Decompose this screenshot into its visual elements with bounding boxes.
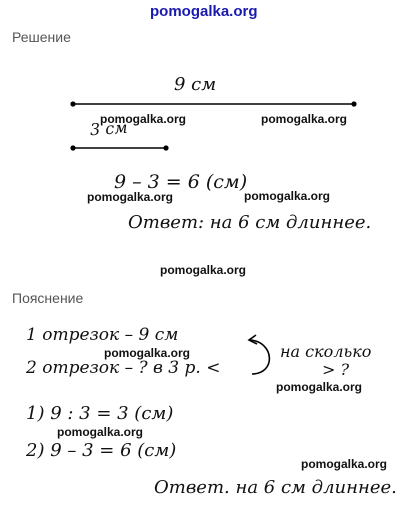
explanation-heading: Пояснение [12, 290, 84, 306]
watermark: pomogalka.org [104, 346, 191, 360]
short-segment-start-point [70, 145, 75, 150]
site-watermark-top: pomogalka.org [150, 3, 258, 20]
solution-answer: Ответ: на 6 см длиннее. [128, 212, 372, 233]
watermark: pomogalka.org [276, 380, 363, 394]
long-segment-label: 9 см [174, 74, 217, 95]
short-segment-end-point [163, 145, 168, 150]
watermark: pomogalka.org [301, 457, 388, 471]
watermark: pomogalka.org [57, 425, 144, 439]
watermark: pomogalka.org [244, 189, 331, 203]
long-segment-start-point [70, 101, 75, 106]
watermark: pomogalka.org [87, 190, 174, 204]
arrow-head-icon [249, 335, 257, 344]
explanation-line-1: 1 отрезок – 9 см [26, 325, 179, 345]
watermark: pomogalka.org [100, 112, 187, 126]
solution-heading: Решение [12, 29, 71, 45]
explanation-answer: Ответ. на 6 см длиннее. [154, 477, 397, 498]
curved-arrow-icon [250, 340, 269, 374]
question-line-1: на сколько [280, 342, 372, 361]
solution-equation: 9 – 3 = 6 (см) [114, 171, 248, 193]
short-segment-label: 3 см [89, 117, 129, 140]
explanation-step-1: 1) 9 : 3 = 3 (см) [26, 403, 174, 424]
explanation-step-2: 2) 9 – 3 = 6 (см) [26, 440, 177, 461]
watermark: pomogalka.org [160, 263, 247, 277]
long-segment-end-point [351, 101, 356, 106]
explanation-line-2: 2 отрезок – ? в 3 р. < [26, 358, 221, 378]
question-line-2: > ? [322, 360, 350, 379]
watermark: pomogalka.org [261, 112, 348, 126]
